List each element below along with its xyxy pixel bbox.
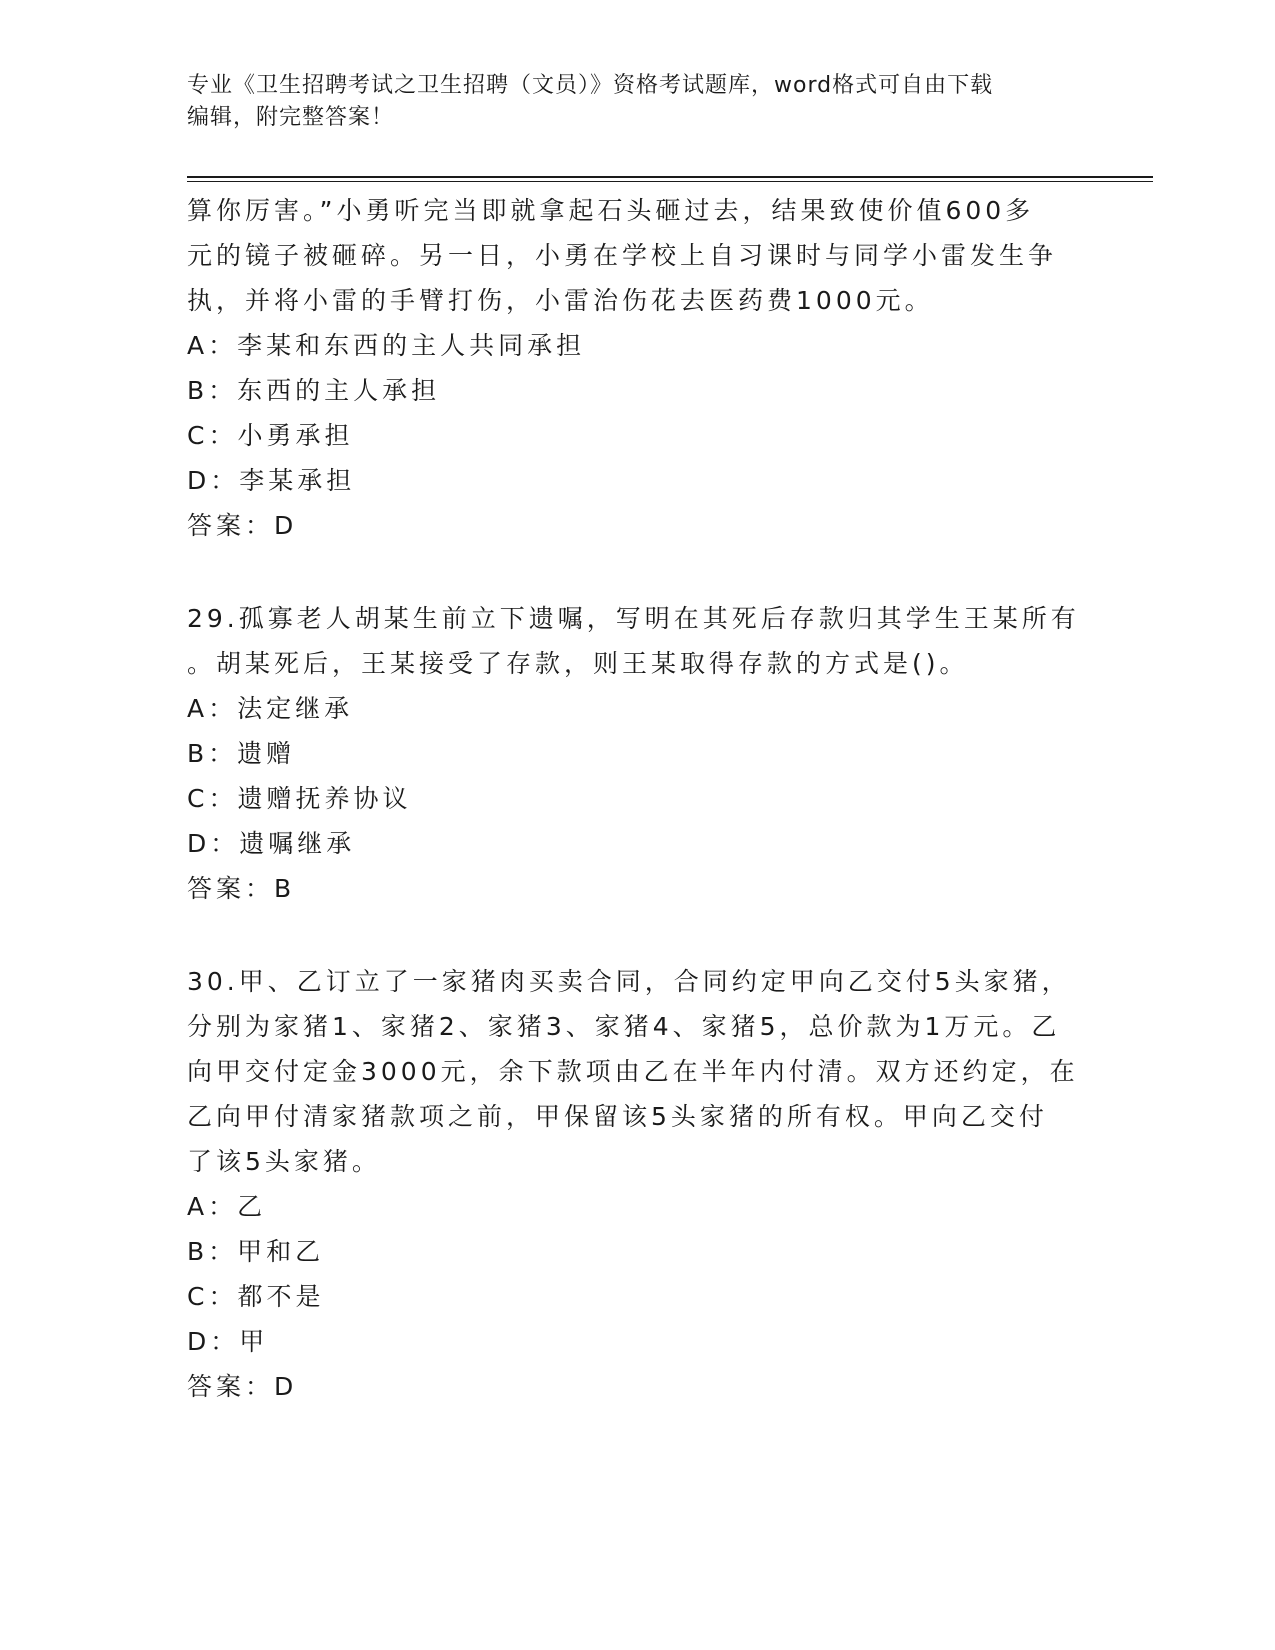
document-header (187, 70, 1067, 134)
option-a: A：李某和东西的主人共同承担 (187, 331, 586, 360)
option-c: C：遗赠抚养协议 (187, 784, 412, 813)
question-30 (187, 959, 1087, 1409)
question-29 (187, 596, 1087, 911)
option-a: A：乙 (187, 1192, 267, 1221)
question-text-line: 。胡某死后，王某接受了存款，则王某取得存款的方式是()。 (187, 649, 969, 678)
question-text-line: 了该5头家猪。 (187, 1147, 381, 1176)
option-b: B：甲和乙 (187, 1237, 325, 1266)
question-text-line: 算你厉害。”小勇听完当即就拿起石头砸过去，结果致使价值600多 (187, 196, 1035, 225)
spacer (187, 548, 1087, 596)
option-b: B：东西的主人承担 (187, 376, 441, 405)
page-content (187, 188, 1087, 1409)
question-text-line: 执，并将小雷的手臂打伤，小雷治伤花去医药费1000元。 (187, 286, 934, 315)
question-text-line: 分别为家猪1、家猪2、家猪3、家猪4、家猪5，总价款为1万元。乙 (187, 1012, 1061, 1041)
option-c: C：都不是 (187, 1282, 325, 1311)
header-rule-thick (187, 176, 1153, 178)
option-d: D：李某承担 (187, 466, 356, 495)
option-b: B：遗赠 (187, 739, 296, 768)
question-text-line: 29.孤寡老人胡某生前立下遗嘱，写明在其死后存款归其学生王某所有 (187, 604, 1080, 633)
option-c: C：小勇承担 (187, 421, 354, 450)
question-text-line: 元的镜子被砸碎。另一日，小勇在学校上自习课时与同学小雷发生争 (187, 241, 1058, 270)
spacer (187, 911, 1087, 959)
header-rule-thin (187, 181, 1153, 182)
answer-line: 答案：B (187, 874, 296, 903)
question-text-line: 乙向甲付清家猪款项之前，甲保留该5头家猪的所有权。甲向乙交付 (187, 1102, 1048, 1131)
option-a: A：法定继承 (187, 694, 354, 723)
header-line-2: 编辑，附完整答案！ (187, 105, 395, 130)
question-28 (187, 188, 1087, 548)
option-d: D：遗嘱继承 (187, 829, 356, 858)
option-d: D：甲 (187, 1327, 269, 1356)
answer-line: 答案：D (187, 1372, 298, 1401)
question-text-line: 30.甲、乙订立了一家猪肉买卖合同，合同约定甲向乙交付5头家猪， (187, 967, 1071, 996)
answer-line: 答案：D (187, 511, 298, 540)
question-text-line: 向甲交付定金3000元，余下款项由乙在半年内付清。双方还约定，在 (187, 1057, 1079, 1086)
header-line-1: 专业《卫生招聘考试之卫生招聘（文员）》资格考试题库，word格式可自由下载 (187, 73, 994, 98)
